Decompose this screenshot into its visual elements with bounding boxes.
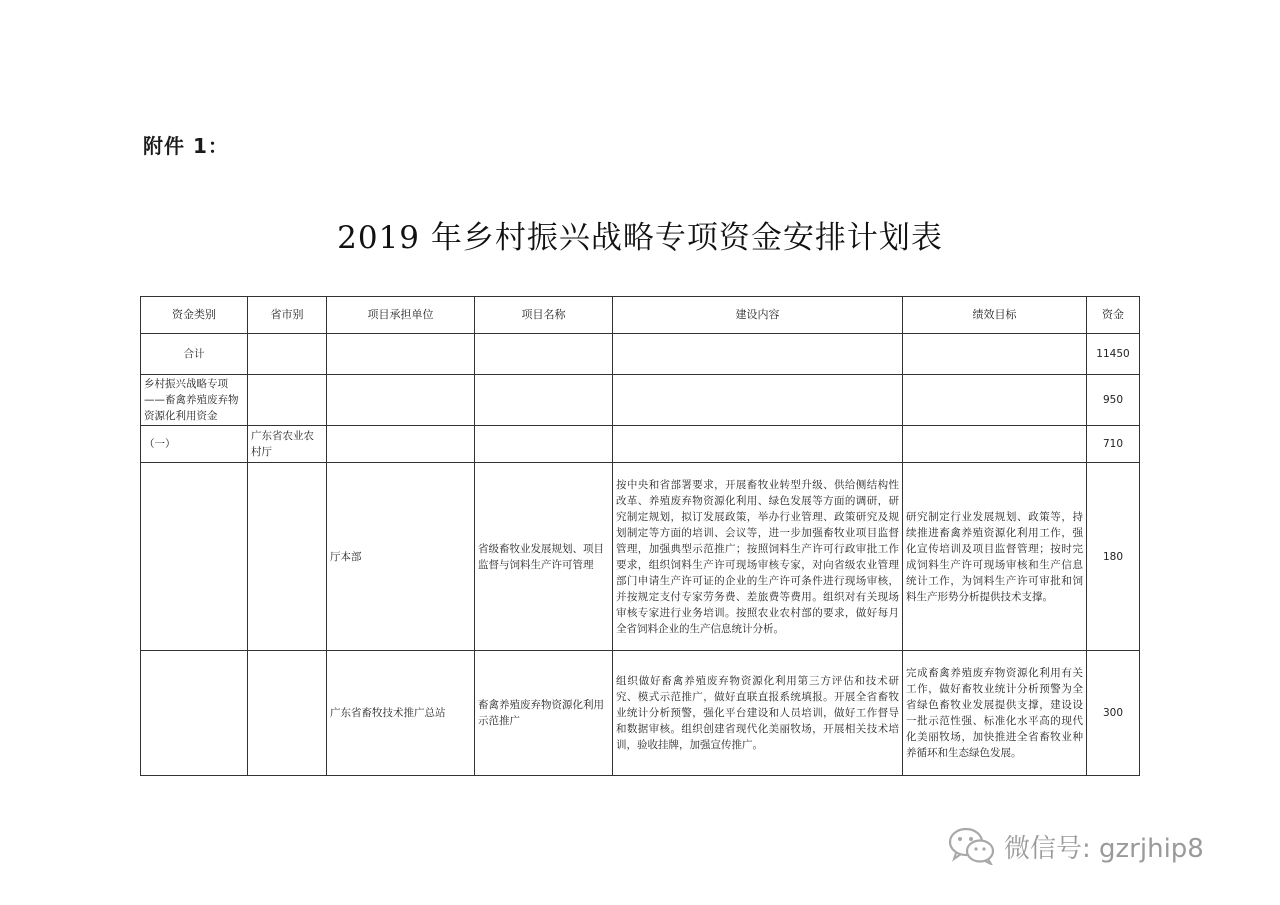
- empty-cell: [903, 426, 1087, 463]
- empty-cell: [248, 334, 327, 375]
- department-region: 广东省农业农村厅: [248, 426, 327, 463]
- empty-cell: [248, 375, 327, 426]
- page-title: 2019 年乡村振兴战略专项资金安排计划表: [337, 220, 943, 256]
- total-label: 合计: [141, 334, 248, 375]
- table-row-category: [141, 375, 1140, 426]
- project-name: 省级畜牧业发展规划、项目监督与饲料生产许可管理: [475, 463, 613, 651]
- project-amount: 180: [1087, 463, 1140, 651]
- funding-plan-table: [140, 296, 1140, 776]
- header-amount: 资金: [1087, 297, 1140, 334]
- empty-cell: [613, 426, 903, 463]
- empty-cell: [248, 651, 327, 776]
- project-content: 组织做好畜禽养殖废弃物资源化利用第三方评估和技术研究、模式示范推广，做好直联直报系统填报。开展全省畜牧业统计分析预警，强化平台建设和人员培训，做好工作督导和数据审核。组织创建省现代化美丽牧场，开展相关技术培训，验收挂牌，加强宣传推广。: [613, 651, 903, 776]
- header-row: [141, 297, 1140, 334]
- project-goal: 研究制定行业发展规划、政策等，持续推进畜禽养殖资源化利用工作，强化宣传培训及项目监督管理；按时完成饲料生产许可现场审核和生产信息统计工作，为饲料生产许可审批和饲料生产形势分析提供技术支撑。: [903, 463, 1087, 651]
- category-amount: 950: [1087, 375, 1140, 426]
- project-amount: 300: [1087, 651, 1140, 776]
- empty-cell: [903, 334, 1087, 375]
- empty-cell: [613, 375, 903, 426]
- department-index: （一）: [141, 426, 248, 463]
- project-content: 按中央和省部署要求，开展畜牧业转型升级、供给侧结构性改革、养殖废弃物资源化利用、绿色发展等方面的调研，研究制定规划，拟订发展政策，举办行业管理、政策研究及规划制定等方面的培训、会议等，进一步加强畜牧业项目监督管理，加强典型示范推广；按照饲料生产许可行政审批工作要求，组织饲料生产许可现场审核专家，对向省级农业管理部门申请生产许可证的企业的生产许可条件进行现场审核，并按规定支付专家劳务费、差旅费等费用。组织对有关现场审核专家进行业务培训。按照农业农村部的要求，做好每月全省饲料企业的生产信息统计分析。: [613, 463, 903, 651]
- empty-cell: [327, 426, 475, 463]
- table-row-total: [141, 334, 1140, 375]
- empty-cell: [613, 334, 903, 375]
- project-goal: 完成畜禽养殖废弃物资源化利用有关工作，做好畜牧业统计分析预警为全省绿色畜牧业发展提供支撑，建设设一批示范性强、标准化水平高的现代化美丽牧场，加快推进全省畜牧业种养循环和生态绿色发展。: [903, 651, 1087, 776]
- empty-cell: [475, 375, 613, 426]
- category-name: 乡村振兴战略专项——畜禽养殖废弃物资源化利用资金: [141, 375, 248, 426]
- empty-cell: [475, 334, 613, 375]
- header-region: 省市别: [248, 297, 327, 334]
- header-unit: 项目承担单位: [327, 297, 475, 334]
- project-unit: 广东省畜牧技术推广总站: [327, 651, 475, 776]
- wechat-watermark: [948, 827, 1204, 865]
- header-content: 建设内容: [613, 297, 903, 334]
- empty-cell: [327, 375, 475, 426]
- project-unit: 厅本部: [327, 463, 475, 651]
- department-amount: 710: [1087, 426, 1140, 463]
- empty-cell: [327, 334, 475, 375]
- empty-cell: [475, 426, 613, 463]
- empty-cell: [903, 375, 1087, 426]
- table-row-project: [141, 463, 1140, 651]
- empty-cell: [141, 651, 248, 776]
- header-project-name: 项目名称: [475, 297, 613, 334]
- empty-cell: [141, 463, 248, 651]
- wechat-icon: [948, 827, 996, 865]
- header-goal: 绩效目标: [903, 297, 1087, 334]
- header-fund-category: 资金类别: [141, 297, 248, 334]
- project-name: 畜禽养殖废弃物资源化利用示范推广: [475, 651, 613, 776]
- attachment-label: 附件 1：: [143, 134, 229, 158]
- total-amount: 11450: [1087, 334, 1140, 375]
- table-row-project: [141, 651, 1140, 776]
- empty-cell: [248, 463, 327, 651]
- watermark-text: 微信号: gzrjhip8: [1004, 833, 1204, 864]
- table-row-department: [141, 426, 1140, 463]
